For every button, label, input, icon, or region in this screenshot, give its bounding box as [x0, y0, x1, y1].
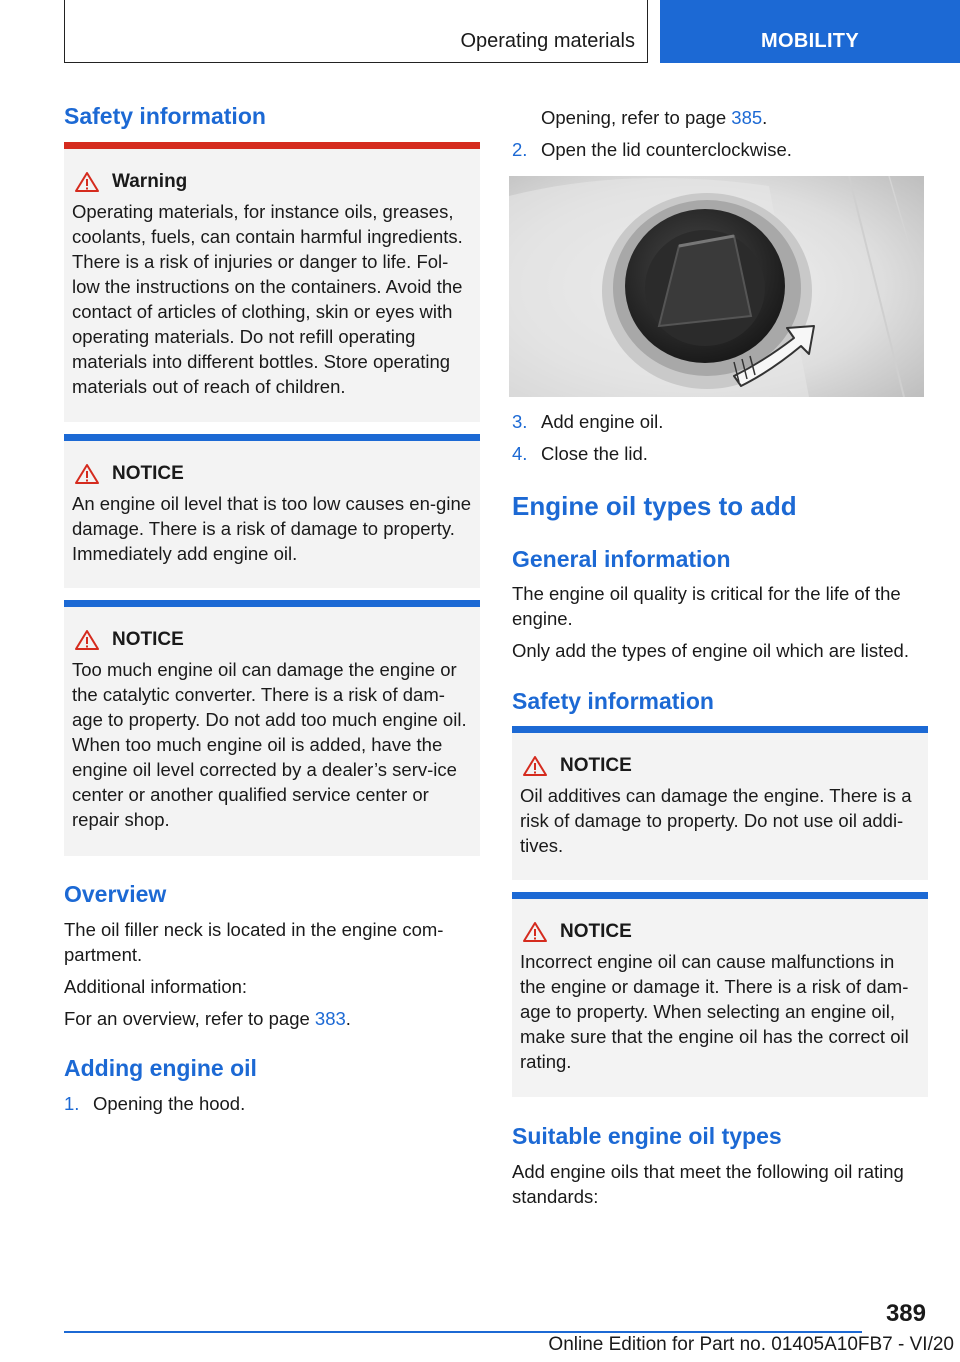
general-information-heading: General information	[512, 546, 731, 572]
notice-box-oil-additives	[512, 726, 928, 880]
warning-box	[64, 142, 480, 422]
adding-engine-oil-heading: Adding engine oil	[64, 1055, 257, 1081]
header-chapter-title: Operating materials	[460, 30, 635, 52]
warning-triangle-icon	[522, 755, 548, 777]
edition-note: Online Edition for Part no. 01405A10FB7 - VI/20	[548, 1334, 954, 1355]
page-link-383[interactable]: 383	[314, 1008, 346, 1029]
header-section-label: MOBILITY	[761, 30, 859, 52]
warning-text: Operating materials, for instance oils, greases, coolants, fuels, can contain harmful ingredients. There is a risk of injuries or danger to life. Fol-low the instructions on the containers. Avoid the contact of articles of clothing, skin or eyes with operating materials. Do not refill operating materials into different bottles. Store operating materials out of reach of children.	[72, 201, 463, 397]
notice-box-low-oil	[64, 434, 480, 588]
safety-information-heading-right: Safety information	[512, 688, 714, 714]
notice-text: Oil additives can damage the engine. There is a risk of damage to property. Do not use oil addi-tives.	[520, 785, 912, 856]
oil-filler-cap-photo	[509, 176, 924, 397]
warning-triangle-icon	[74, 463, 100, 485]
notice-title: NOTICE	[560, 755, 632, 776]
general-information-text: The engine oil quality is critical for the life of the engine.	[512, 583, 901, 629]
notice-text: Too much engine oil can damage the engine or the catalytic converter. There is a risk of dam-age to property. Do not add too much engine oil. When too much engine oil is added, have the engine oil level corrected by a dealer’s serv-ice center or another qualified service center or repair shop.	[72, 659, 467, 830]
step-text: Open the lid counterclockwise.	[541, 139, 792, 160]
notice-box-too-much-oil	[64, 600, 480, 856]
overview-reference: For an overview, refer to page 383.	[64, 1008, 351, 1029]
suitable-engine-oil-types-heading: Suitable engine oil types	[512, 1123, 782, 1149]
step-number: 4.	[512, 443, 528, 464]
step-text: Close the lid.	[541, 443, 648, 464]
warning-title: Warning	[112, 171, 188, 192]
notice-text: An engine oil level that is too low causes en-gine damage. There is a risk of damage to property. Immediately add engine oil.	[72, 493, 472, 564]
notice-title: NOTICE	[112, 629, 184, 650]
step-number: 2.	[512, 139, 528, 160]
warning-triangle-icon	[74, 629, 100, 651]
warning-triangle-icon	[522, 921, 548, 943]
notice-title: NOTICE	[560, 921, 632, 942]
warning-triangle-icon	[74, 171, 100, 193]
general-information-note: Only add the types of engine oil which are listed.	[512, 640, 909, 661]
overview-heading: Overview	[64, 881, 167, 907]
notice-box-incorrect-oil	[512, 892, 928, 1097]
engine-oil-types-heading: Engine oil types to add	[512, 491, 797, 521]
step-3	[512, 409, 928, 434]
notice-text: Incorrect engine oil can cause malfunctions in the engine or damage it. There is a risk of dam-age to property. When selecting an engine oil, make sure that the engine oil has the correct oil rating.	[520, 951, 909, 1072]
header-chapter-box	[64, 0, 648, 63]
overview-text: The oil filler neck is located in the engine com-partment.	[64, 919, 444, 965]
additional-information-label: Additional information:	[64, 976, 248, 997]
step-text: Add engine oil.	[541, 411, 664, 432]
step-2	[512, 137, 928, 162]
page-number: 389	[885, 1300, 926, 1327]
step-text: Opening the hood.	[93, 1093, 246, 1114]
safety-information-heading: Safety information	[64, 103, 266, 129]
step-1-continuation: Opening, refer to page 385.	[541, 107, 768, 128]
step-number: 3.	[512, 411, 528, 432]
header-section-tab	[660, 0, 960, 63]
step-number: 1.	[64, 1093, 80, 1114]
suitable-engine-oil-text: Add engine oils that meet the following oil rating standards:	[512, 1161, 904, 1207]
step-4	[512, 441, 928, 466]
step-1	[64, 1091, 480, 1116]
notice-title: NOTICE	[112, 463, 184, 484]
footer-divider	[64, 1331, 862, 1333]
page-link-385[interactable]: 385	[731, 107, 763, 128]
